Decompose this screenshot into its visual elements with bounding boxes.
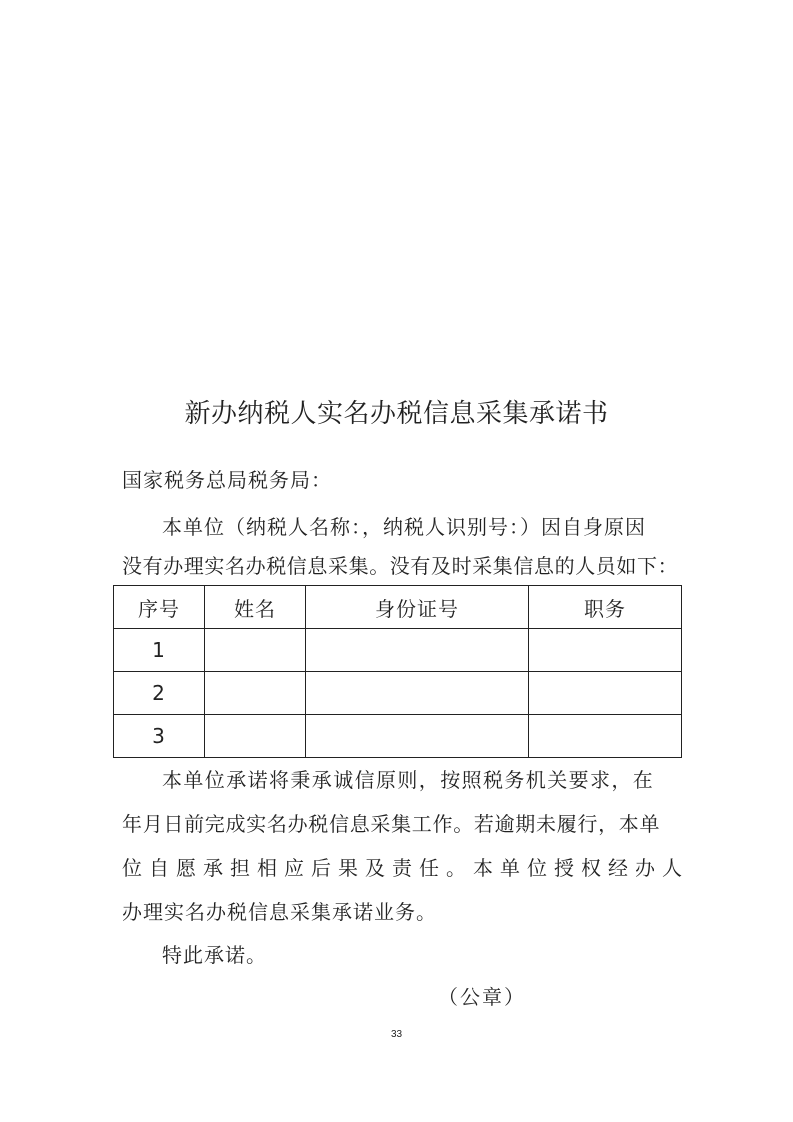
cell-name[interactable] — [205, 672, 306, 715]
table-row — [114, 629, 682, 672]
cell-serial-number: 2 — [114, 672, 205, 715]
promise-paragraph-line-4: 办理实名办税信息采集承诺业务。 — [122, 900, 437, 924]
intro-paragraph-line-1: 本单位（纳税人名称：，纳税人识别号：）因自身原因 — [162, 515, 646, 539]
header-name: 姓名 — [205, 586, 306, 629]
cell-serial-number: 3 — [114, 715, 205, 758]
closing-statement: 特此承诺。 — [162, 943, 267, 967]
promise-paragraph-line-1: 本单位承诺将秉承诚信原则，按照税务机关要求，在 — [162, 768, 655, 792]
table-row — [114, 715, 682, 758]
promise-paragraph-line-2: 年月日前完成实名办税信息采集工作。若逾期未履行，本单 — [122, 812, 661, 836]
table-row — [114, 672, 682, 715]
unregistered-staff-table — [113, 585, 682, 758]
promise-paragraph-line-3: 位自愿承担相应后果及责任。本单位授权经办人 — [122, 856, 689, 880]
cell-id-number[interactable] — [306, 629, 529, 672]
document-title: 新办纳税人实名办税信息采集承诺书 — [184, 399, 609, 429]
table-header-row — [114, 586, 682, 629]
cell-serial-number: 1 — [114, 629, 205, 672]
cell-name[interactable] — [205, 715, 306, 758]
cell-id-number[interactable] — [306, 672, 529, 715]
official-seal-label: （公章） — [438, 985, 526, 1009]
header-position: 职务 — [529, 586, 682, 629]
addressee: 国家税务总局税务局： — [122, 468, 332, 492]
cell-name[interactable] — [205, 629, 306, 672]
header-serial-number: 序号 — [114, 586, 205, 629]
cell-position[interactable] — [529, 629, 682, 672]
page-number: 33 — [390, 1029, 403, 1040]
cell-position[interactable] — [529, 715, 682, 758]
intro-paragraph-line-2: 没有办理实名办税信息采集。没有及时采集信息的人员如下： — [122, 554, 679, 578]
header-id-number: 身份证号 — [306, 586, 529, 629]
cell-position[interactable] — [529, 672, 682, 715]
cell-id-number[interactable] — [306, 715, 529, 758]
